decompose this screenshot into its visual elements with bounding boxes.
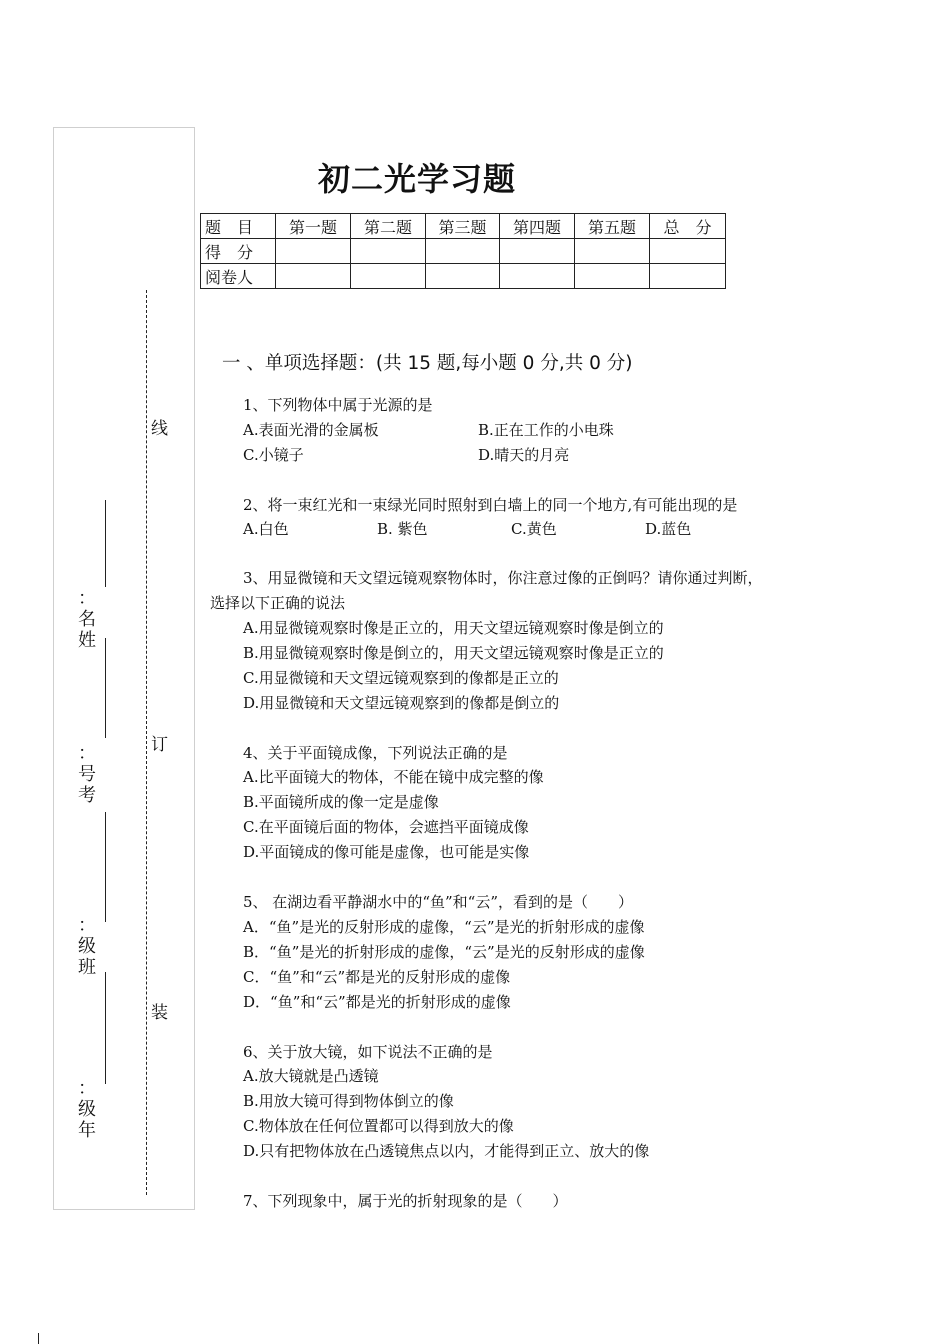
option-b[interactable]: B. 紫色: [377, 520, 428, 538]
option-b[interactable]: B.用显微镜观察时像是倒立的，用天文望远镜观察时像是正立的: [243, 644, 664, 662]
option-d[interactable]: D.只有把物体放在凸透镜焦点以内，才能得到正立、放大的像: [243, 1142, 650, 1160]
score-row: [201, 239, 726, 264]
grader-cell[interactable]: [650, 264, 726, 289]
option-d[interactable]: D．“鱼”和“云”都是光的折射形成的虚像: [243, 993, 511, 1011]
grader-cell[interactable]: [500, 264, 575, 289]
question-stem: 6、关于放大镜，如下说法不正确的是: [243, 1043, 493, 1061]
header-cell: 第三题: [426, 214, 500, 239]
score-table-header-row: [201, 214, 726, 239]
score-cell[interactable]: [650, 239, 726, 264]
row-label: 得 分: [201, 239, 276, 264]
grader-row: [201, 264, 726, 289]
question-stem: 4、关于平面镜成像，下列说法正确的是: [243, 744, 508, 762]
cut-word-line: 线: [151, 419, 168, 439]
score-cell[interactable]: [276, 239, 351, 264]
grader-cell[interactable]: [426, 264, 500, 289]
field-line: [105, 812, 106, 922]
header-cell: 第四题: [500, 214, 575, 239]
binding-margin: [53, 127, 195, 1210]
section-title: 一 、单项选择题：(共 15 题,每小题 0 分,共 0 分): [222, 353, 633, 374]
grader-cell[interactable]: [276, 264, 351, 289]
score-table: [200, 213, 726, 289]
field-line: [105, 500, 106, 587]
header-cell: 题 目: [201, 214, 276, 239]
score-cell[interactable]: [351, 239, 426, 264]
page-corner-mark: [38, 1333, 39, 1344]
option-c[interactable]: C.黄色: [511, 520, 557, 538]
option-a[interactable]: A.放大镜就是凸透镜: [243, 1067, 379, 1085]
name-field-label: ： 名 姓: [78, 588, 96, 651]
grader-cell[interactable]: [575, 264, 650, 289]
field-line: [105, 972, 106, 1084]
cut-word-bind: 订: [151, 735, 168, 755]
page-title: 初二光学习题: [318, 160, 517, 198]
option-a[interactable]: A.表面光滑的金属板: [243, 421, 379, 439]
option-a[interactable]: A．“鱼”是光的反射形成的虚像，“云”是光的折射形成的虚像: [243, 918, 645, 936]
grade-field-label: ： 级 年: [78, 1078, 96, 1141]
grader-cell[interactable]: [351, 264, 426, 289]
cut-line: [146, 290, 147, 1195]
class-field-label: ： 级 班: [78, 915, 96, 978]
option-b[interactable]: B．“鱼”是光的折射形成的虚像，“云”是光的反射形成的虚像: [243, 943, 645, 961]
option-c[interactable]: C.小镜子: [243, 446, 304, 464]
score-cell[interactable]: [500, 239, 575, 264]
question-stem: 1、下列物体中属于光源的是: [243, 396, 433, 414]
option-d[interactable]: D.蓝色: [645, 520, 692, 538]
option-b[interactable]: B.用放大镜可得到物体倒立的像: [243, 1092, 454, 1110]
option-b[interactable]: B.正在工作的小电珠: [478, 421, 614, 439]
option-d[interactable]: D.晴天的月亮: [478, 446, 570, 464]
option-a[interactable]: A.用显微镜观察时像是正立的，用天文望远镜观察时像是倒立的: [243, 619, 664, 637]
option-c[interactable]: C.物体放在任何位置都可以得到放大的像: [243, 1117, 514, 1135]
header-cell: 第二题: [351, 214, 426, 239]
option-c[interactable]: C．“鱼”和“云”都是光的反射形成的虚像: [243, 968, 511, 986]
question-stem: 3、用显微镜和天文望远镜观察物体时，你注意过像的正倒吗？请你通过判断，: [243, 569, 763, 587]
option-d[interactable]: D.用显微镜和天文望远镜观察到的像都是倒立的: [243, 694, 560, 712]
row-label: 阅卷人: [201, 264, 276, 289]
question-stem: 5、 在湖边看平静湖水中的“鱼”和“云”，看到的是（ ）: [243, 893, 633, 911]
field-line: [105, 638, 106, 738]
score-cell[interactable]: [426, 239, 500, 264]
option-a[interactable]: A.白色: [243, 520, 289, 538]
header-cell: 总 分: [650, 214, 726, 239]
question-stem: 7、下列现象中，属于光的折射现象的是（ ）: [243, 1192, 568, 1210]
option-d[interactable]: D.平面镜成的像可能是虚像，也可能是实像: [243, 843, 530, 861]
exam-number-field-label: ： 号 考: [78, 743, 96, 806]
score-cell[interactable]: [575, 239, 650, 264]
option-a[interactable]: A.比平面镜大的物体，不能在镜中成完整的像: [243, 768, 544, 786]
question-stem: 2、将一束红光和一束绿光同时照射到白墙上的同一个地方,有可能出现的是: [243, 496, 738, 514]
option-c[interactable]: C.在平面镜后面的物体，会遮挡平面镜成像: [243, 818, 529, 836]
header-cell: 第一题: [276, 214, 351, 239]
question-stem-continued: 选择以下正确的说法: [210, 594, 346, 612]
option-c[interactable]: C.用显微镜和天文望远镜观察到的像都是正立的: [243, 669, 559, 687]
header-cell: 第五题: [575, 214, 650, 239]
cut-word-staple: 装: [151, 1003, 168, 1023]
option-b[interactable]: B.平面镜所成的像一定是虚像: [243, 793, 439, 811]
